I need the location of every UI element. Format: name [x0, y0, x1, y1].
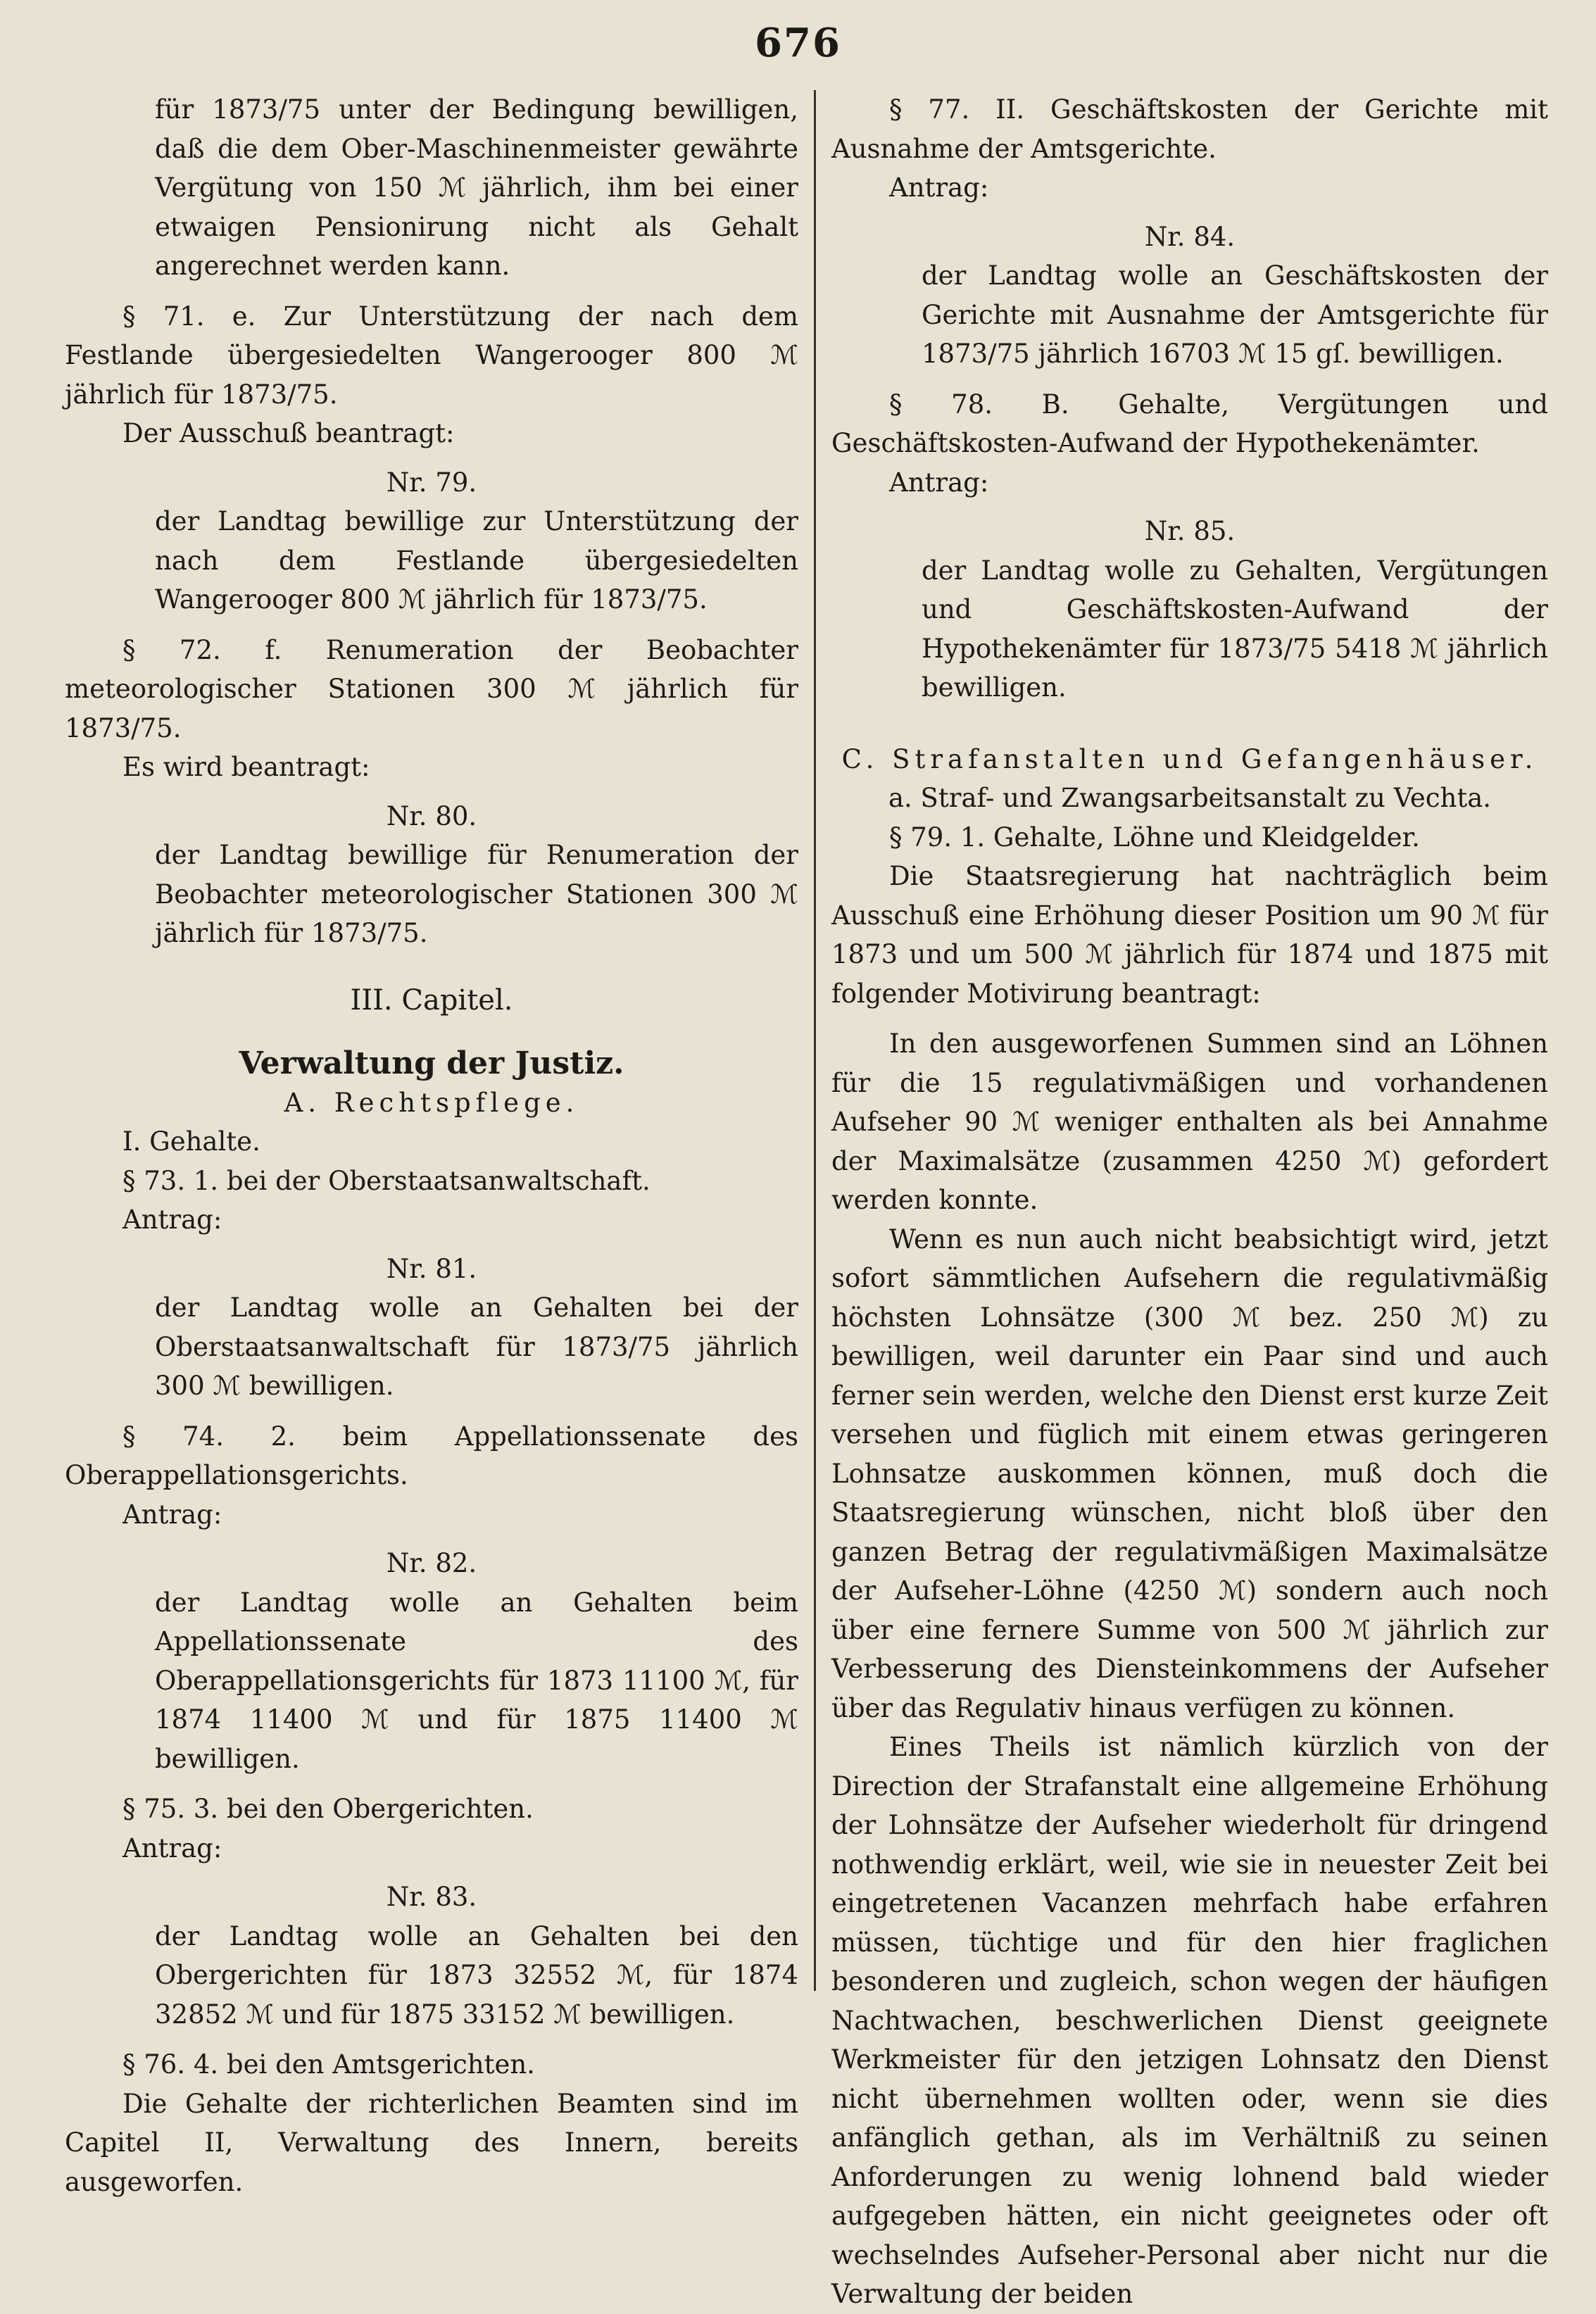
section-72-text: der Landtag bewillige für Renumeration der Beobachter meteorologischer Stationen 300 ℳ jährlich für 1873/75.	[155, 840, 798, 948]
section-75-antrag: Antrag:	[122, 1832, 222, 1863]
section-78-heading: § 78. B. Gehalte, Vergütungen und Geschäftskosten-Aufwand der Hypothekenämter.	[831, 389, 1548, 458]
section-71-antrag: Der Ausschuß beantragt:	[122, 418, 455, 448]
section-74-nr: Nr. 82.	[386, 1548, 477, 1578]
section-76-text: Die Gehalte der richterlichen Beamten sind im Capitel II, Verwaltung des Innern, bereits ausgeworfen.	[65, 2088, 798, 2197]
section-75-heading: § 75. 3. bei den Obergerichten.	[122, 1794, 534, 1824]
section-71-nr: Nr. 79.	[386, 467, 477, 498]
section-71-heading: § 71. e. Zur Unterstützung der nach dem Festlande übergesiedelten Wangerooger 800 ℳ jährlich für 1873/75.	[65, 301, 798, 410]
section-79-paragraph: Wenn es nun auch nicht beabsichtigt wird, jetzt sofort sämmtlichen Aufsehern die regulativmäßig höchsten Lohnsätze (300 ℳ bez. 250 ℳ) zu bewilligen, weil darunter ein Paar sind und auch ferner sein werden, welche den Dienst erst kurze Zeit versehen und füglich mit einem etwas geringeren Lohnsatze auskommen können, muß doch die Staatsregierung wünschen, nicht bloß über den ganzen Betrag der regulativmäßigen Maximalsätze der Aufseher-Löhne (4250 ℳ) sondern auch noch über eine fernere Summe von 500 ℳ jährlich zur Verbesserung des Diensteinkommens der Aufseher über das Regulativ hinaus verfügen zu können.	[831, 1224, 1548, 1723]
section-72-heading: § 72. f. Renumeration der Beobachter meteorologischer Stationen 300 ℳ jährlich für 1873/75.	[65, 634, 798, 743]
section-title: Verwaltung der Justiz.	[239, 1045, 624, 1081]
section-74-text: der Landtag wolle an Gehalten beim Appellationssenate des Oberappellationsgerichts für 1873 11100 ℳ, für 1874 11400 ℳ und für 1875 11400 ℳ bewilligen.	[155, 1587, 798, 1774]
section-71-text: der Landtag bewillige zur Unterstützung der nach dem Festlande übergesiedelten Wangerooger 800 ℳ jährlich für 1873/75.	[155, 506, 798, 615]
section-78-text: der Landtag wolle zu Gehalten, Vergütungen und Geschäftskosten-Aufwand der Hypothekenämter für 1873/75 5418 ℳ jährlich bewilligen.	[922, 555, 1548, 703]
section-79-paragraph: Die Staatsregierung hat nachträglich beim Ausschuß eine Erhöhung dieser Position um 90 ℳ für 1873 und um 500 ℳ jährlich für 1874 und 1875 mit folgender Motivirung beantragt:	[831, 861, 1548, 1009]
section-73-antrag: Antrag:	[122, 1205, 222, 1235]
section-74-heading: § 74. 2. beim Appellationssenate des Oberappellationsgerichts.	[65, 1421, 798, 1490]
section-78-nr: Nr. 85.	[1144, 516, 1236, 546]
section-79-paragraph: In den ausgeworfenen Summen sind an Löhnen für die 15 regulativmäßigen und vorhandenen Aufseher 90 ℳ weniger enthalten als bei Annahme der Maximalsätze (zusammen 4250 ℳ) gefordert werden konnte.	[831, 1029, 1548, 1215]
subsection-heading: A. Rechtspflege.	[284, 1087, 579, 1118]
chapter-heading: III. Capitel.	[350, 983, 513, 1017]
section-72-antrag: Es wird beantragt:	[122, 752, 370, 782]
section-c-heading: C. Strafanstalten und Gefangenhäuser.	[841, 743, 1538, 774]
section-78-antrag: Antrag:	[889, 467, 989, 498]
group-heading: I. Gehalte.	[122, 1126, 260, 1157]
section-75-nr: Nr. 83.	[386, 1882, 477, 1912]
right-column	[831, 90, 1548, 2314]
left-column	[65, 90, 798, 2201]
intro-paragraph: für 1873/75 unter der Bedingung bewilligen, daß die dem Ober-Maschinenmeister gewährte Vergütung von 150 ℳ jährlich, ihm bei einer etwaigen Pensionirung nicht als Gehalt angerechnet werden kann.	[155, 94, 798, 281]
section-73-nr: Nr. 81.	[386, 1253, 477, 1284]
section-73-text: der Landtag wolle an Gehalten bei der Oberstaatsanwaltschaft für 1873/75 jährlich 300 ℳ bewilligen.	[155, 1293, 798, 1401]
section-77-antrag: Antrag:	[889, 172, 989, 203]
section-77-nr: Nr. 84.	[1144, 221, 1236, 252]
page-number: 676	[755, 20, 841, 66]
section-73-heading: § 73. 1. bei der Oberstaatsanwaltschaft.	[122, 1165, 651, 1196]
section-74-antrag: Antrag:	[122, 1499, 222, 1530]
section-72-nr: Nr. 80.	[386, 800, 477, 831]
section-75-text: der Landtag wolle an Gehalten bei den Obergerichten für 1873 32552 ℳ, für 1874 32852 ℳ und für 1875 33152 ℳ bewilligen.	[155, 1920, 798, 2030]
column-divider	[814, 90, 816, 1991]
section-77-text: der Landtag wolle an Geschäftskosten der Gerichte mit Ausnahme der Amtsgerichte für 1873/75 jährlich 16703 ℳ 15 gſ. bewilligen.	[922, 260, 1548, 369]
section-77-heading: § 77. II. Geschäftskosten der Gerichte mit Ausnahme der Amtsgerichte.	[831, 94, 1548, 164]
section-79-heading: § 79. 1. Gehalte, Löhne und Kleidgelder.	[889, 822, 1420, 853]
section-79-paragraph: Eines Theils ist nämlich kürzlich von der Direction der Strafanstalt eine allgemeine Erhöhung der Lohnsätze der Aufseher wiederholt für dringend nothwendig erklärt, weil, wie sie in neuester Zeit bei eingetretenen Vacanzen mehrfach habe erfahren müssen, tüchtige und für den hier fraglichen besonderen und zugleich, schon wegen der häufigen Nachtwachen, beschwerlichen Dienst geeignete Werkmeister für den jetzigen Lohnsatz den Dienst nicht übernehmen wollten oder, wenn sie dies anfänglich gethan, als im Verhältniß zu seinen Anforderungen zu wenig lohnend bald wieder aufgegeben hätten, ein nicht geeignetes oder oft wechselndes Aufseher-Personal aber nicht nur die Verwaltung der beiden	[831, 1732, 1548, 2309]
section-76-heading: § 76. 4. bei den Amtsgerichten.	[122, 2049, 535, 2080]
section-a-heading: a. Straf- und Zwangsarbeitsanstalt zu Vechta.	[888, 783, 1492, 813]
